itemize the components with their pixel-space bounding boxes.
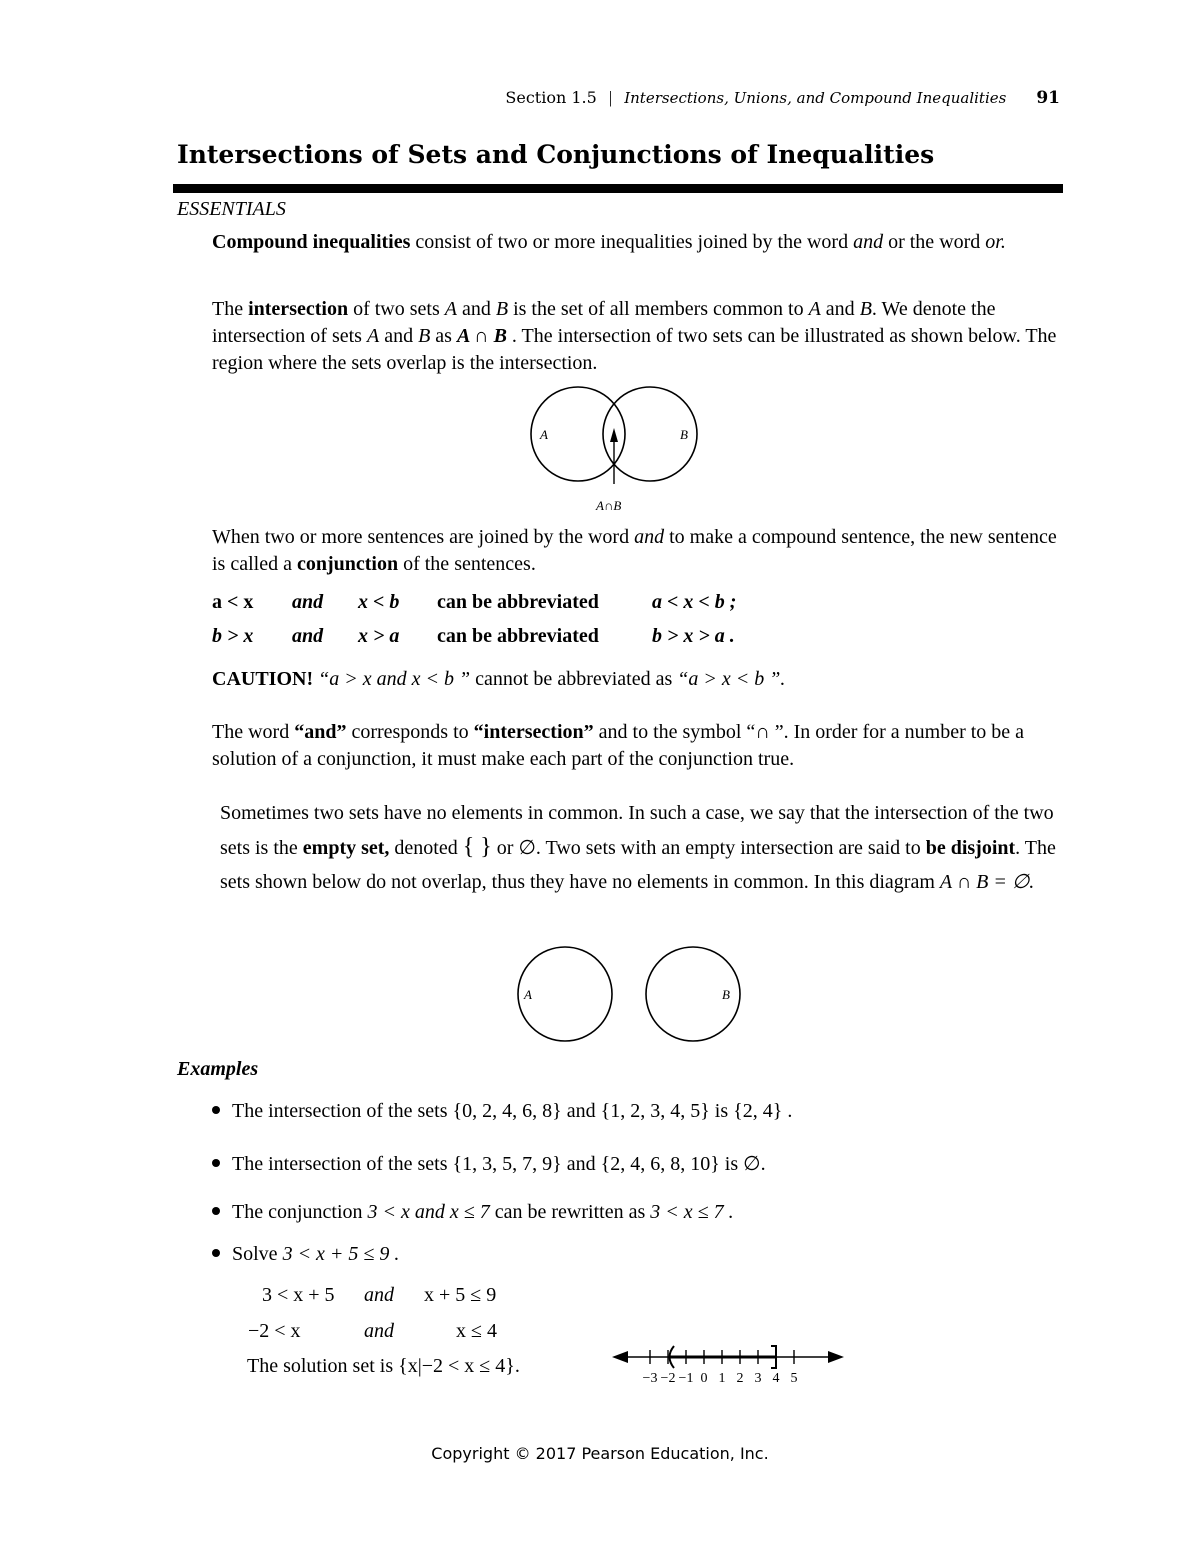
para4-intersection-quoted: “intersection”	[473, 721, 594, 743]
conjunction-paragraph	[212, 524, 1062, 578]
number-line-right-arrow	[828, 1351, 844, 1363]
example2-result: ∅.	[743, 1153, 766, 1175]
para4-and-quoted: “and”	[294, 721, 347, 743]
compound-inequalities-paragraph	[212, 229, 1062, 256]
term-compound-inequalities: Compound inequalities	[212, 231, 411, 253]
venn-diagram-overlap	[520, 384, 710, 514]
para3-text-c: of the sentences.	[398, 553, 536, 575]
para2-text-d: . The intersection of two sets can be illustrated as shown below. The region where the sets overlap is the intersection.	[212, 325, 1057, 374]
para2-set-b2: B	[859, 298, 872, 320]
number-line-tick-label: 3	[754, 1371, 762, 1386]
example1-result: {2, 4} .	[733, 1100, 793, 1122]
para4-text-a: The word	[212, 721, 295, 743]
example4-text: Solve	[232, 1243, 283, 1265]
abbrev1-result: a < x < b ;	[652, 591, 737, 613]
term-intersection: intersection	[248, 298, 349, 320]
number-line-left-arrow	[612, 1351, 628, 1363]
term-conjunction: conjunction	[296, 553, 399, 575]
para2-and1: and	[456, 298, 496, 320]
venn2-label-b: B	[722, 987, 730, 1002]
bullet-dot	[212, 1159, 220, 1167]
para2-text-a: of two sets	[348, 298, 445, 320]
running-header	[0, 88, 1060, 108]
para5-or: or	[491, 837, 519, 859]
para2-text-b: is the set of all members common to	[508, 298, 809, 320]
solution-set-line	[247, 1355, 520, 1378]
number-line-tick-label: 4	[772, 1371, 780, 1386]
empty-set-paragraph	[220, 796, 1065, 899]
para3-text-a: When two or more sentences are joined by the word	[212, 526, 635, 548]
example3-conjunction: 3 < x and x ≤ 7	[367, 1201, 495, 1223]
para3-and: and	[634, 526, 665, 548]
para2-and3: and	[379, 325, 419, 347]
abbrev2-middle: can be abbreviated	[437, 625, 599, 647]
example3-result: 3 < x ≤ 7 .	[650, 1201, 734, 1223]
para2-set-a2: A	[808, 298, 821, 320]
step1-and: and	[364, 1284, 394, 1306]
intersection-pointer-arrow	[610, 428, 618, 442]
essentials-label: ESSENTIALS	[177, 198, 286, 220]
para2-set-a: A	[444, 298, 457, 320]
bullet-dot	[212, 1207, 220, 1215]
para1-text-a: consist of two or more inequalities joined by the word	[410, 231, 854, 253]
example1-is: is	[709, 1100, 734, 1122]
examples-label: Examples	[177, 1058, 259, 1080]
number-line-tick-label: 0	[700, 1371, 708, 1386]
example-item-3	[212, 1201, 734, 1224]
abbrev1-middle: can be abbreviated	[437, 591, 599, 613]
number-line-tick-label: 1	[718, 1371, 726, 1386]
para5-text-d: . The sets shown below do not overlap, thus they have no elements in common. In this diagram	[220, 837, 1056, 893]
para5-text-c: . Two sets with an empty intersection are said to	[535, 837, 926, 859]
venn2-label-a: A	[524, 987, 532, 1002]
para4-text-c: and to the symbol “∩ ”. In order for a number to be a solution of a conjunction, it must make each part of the conjunction true.	[212, 721, 1025, 770]
abbrev2-left: b > x	[212, 625, 254, 647]
para2-and2: and	[820, 298, 860, 320]
step1-right: x + 5 ≤ 9	[424, 1284, 497, 1306]
example-item-1	[212, 1100, 792, 1123]
section-number: Section 1.5	[505, 88, 597, 107]
copyright-footer: Copyright © 2017 Pearson Education, Inc.	[431, 1444, 769, 1463]
disjoint-circle-a	[518, 947, 612, 1041]
example1-set1: {0, 2, 4, 6, 8}	[452, 1100, 562, 1122]
number-line-tick-label: −3	[642, 1371, 658, 1386]
example4-inequality: 3 < x + 5 ≤ 9 .	[282, 1243, 400, 1265]
page-number: 91	[1036, 88, 1060, 108]
step2-and: and	[364, 1320, 394, 1342]
example2-text: The intersection of the sets	[232, 1153, 453, 1175]
para2-set-a3: A	[366, 325, 380, 347]
example2-set2: {2, 4, 6, 8, 10}	[600, 1153, 720, 1175]
bullet-dot	[212, 1106, 220, 1114]
para1-or: or.	[985, 231, 1006, 253]
venn1-label-intersection: A∩B	[596, 498, 622, 513]
para2-set-b: B	[495, 298, 509, 320]
example2-and: and	[561, 1153, 601, 1175]
term-empty-set: empty set,	[302, 837, 390, 859]
abbrev1-right: x < b	[358, 591, 400, 613]
bullet-dot	[212, 1249, 220, 1257]
caution-label: CAUTION!	[212, 668, 314, 690]
example1-and: and	[561, 1100, 601, 1122]
caution-expr: “a > x and x < b ”	[313, 668, 471, 690]
step1-left: 3 < x + 5	[262, 1284, 335, 1306]
abbrev2-result: b > x > a .	[652, 625, 735, 647]
abbrev1-left: a < x	[212, 591, 254, 613]
para1-and: and	[853, 231, 884, 253]
example2-set1: {1, 3, 5, 7, 9}	[452, 1153, 562, 1175]
and-intersection-paragraph	[212, 719, 1062, 773]
page-title: Intersections of Sets and Conjunctions of Inequalities	[177, 140, 935, 169]
para2-as: as	[430, 325, 457, 347]
venn-diagram-disjoint	[510, 944, 750, 1049]
caution-text: cannot be abbreviated as	[470, 668, 678, 690]
caution-line	[212, 666, 1062, 693]
para2-set-b3: B	[418, 325, 431, 347]
step2-left: −2 < x	[248, 1320, 301, 1342]
para1-text-b: or the word	[883, 231, 986, 253]
example1-text: The intersection of the sets	[232, 1100, 453, 1122]
example-item-2	[212, 1151, 766, 1176]
empty-braces: { }	[462, 834, 492, 860]
caution-expr2: “a > x < b ”.	[677, 668, 786, 690]
title-rule	[173, 184, 1063, 193]
abbrev2-right: x > a	[358, 625, 400, 647]
step2-right: x ≤ 4	[456, 1320, 497, 1342]
header-separator: |	[608, 88, 613, 107]
para5-text-a: Sometimes two sets have no elements in common. In such a case, we say that the intersection of the two sets is the	[220, 802, 1054, 859]
number-line-tick-label: −2	[660, 1371, 676, 1386]
solution-set-notation: {x|−2 < x ≤ 4}.	[398, 1355, 520, 1377]
number-line-tick-label: −1	[678, 1371, 694, 1386]
venn1-label-b: B	[680, 427, 688, 442]
empty-set-symbol: ∅	[518, 837, 536, 859]
intersection-paragraph	[212, 296, 1062, 377]
term-disjoint: be disjoint	[925, 837, 1016, 859]
section-topic: Intersections, Unions, and Compound Inequalities	[624, 89, 1007, 107]
number-line-tick-label: 5	[790, 1371, 798, 1386]
para5-expr: A ∩ B = ∅.	[939, 871, 1035, 893]
abbrev2-and: and	[292, 625, 324, 647]
para3-text-b: to make a compound sentence, the new sentence is called a	[212, 526, 1057, 575]
example3-text: The conjunction	[232, 1201, 368, 1223]
abbrev1-and: and	[292, 591, 324, 613]
intersection-notation: A ∩ B	[456, 325, 507, 347]
venn1-label-a: A	[540, 427, 548, 442]
number-line	[610, 1338, 850, 1388]
example2-is: is	[719, 1153, 744, 1175]
para2-text-c: . We denote the intersection of sets	[212, 298, 996, 347]
example1-set2: {1, 2, 3, 4, 5}	[600, 1100, 710, 1122]
para5-text-b: denoted	[389, 837, 463, 859]
para4-text-b: corresponds to	[346, 721, 474, 743]
para2-the: The	[212, 298, 249, 320]
number-line-tick-label: 2	[736, 1371, 744, 1386]
example3-middle: can be rewritten as	[494, 1201, 651, 1223]
solution-set-text: The solution set is	[247, 1355, 399, 1377]
example-item-4	[212, 1243, 399, 1266]
